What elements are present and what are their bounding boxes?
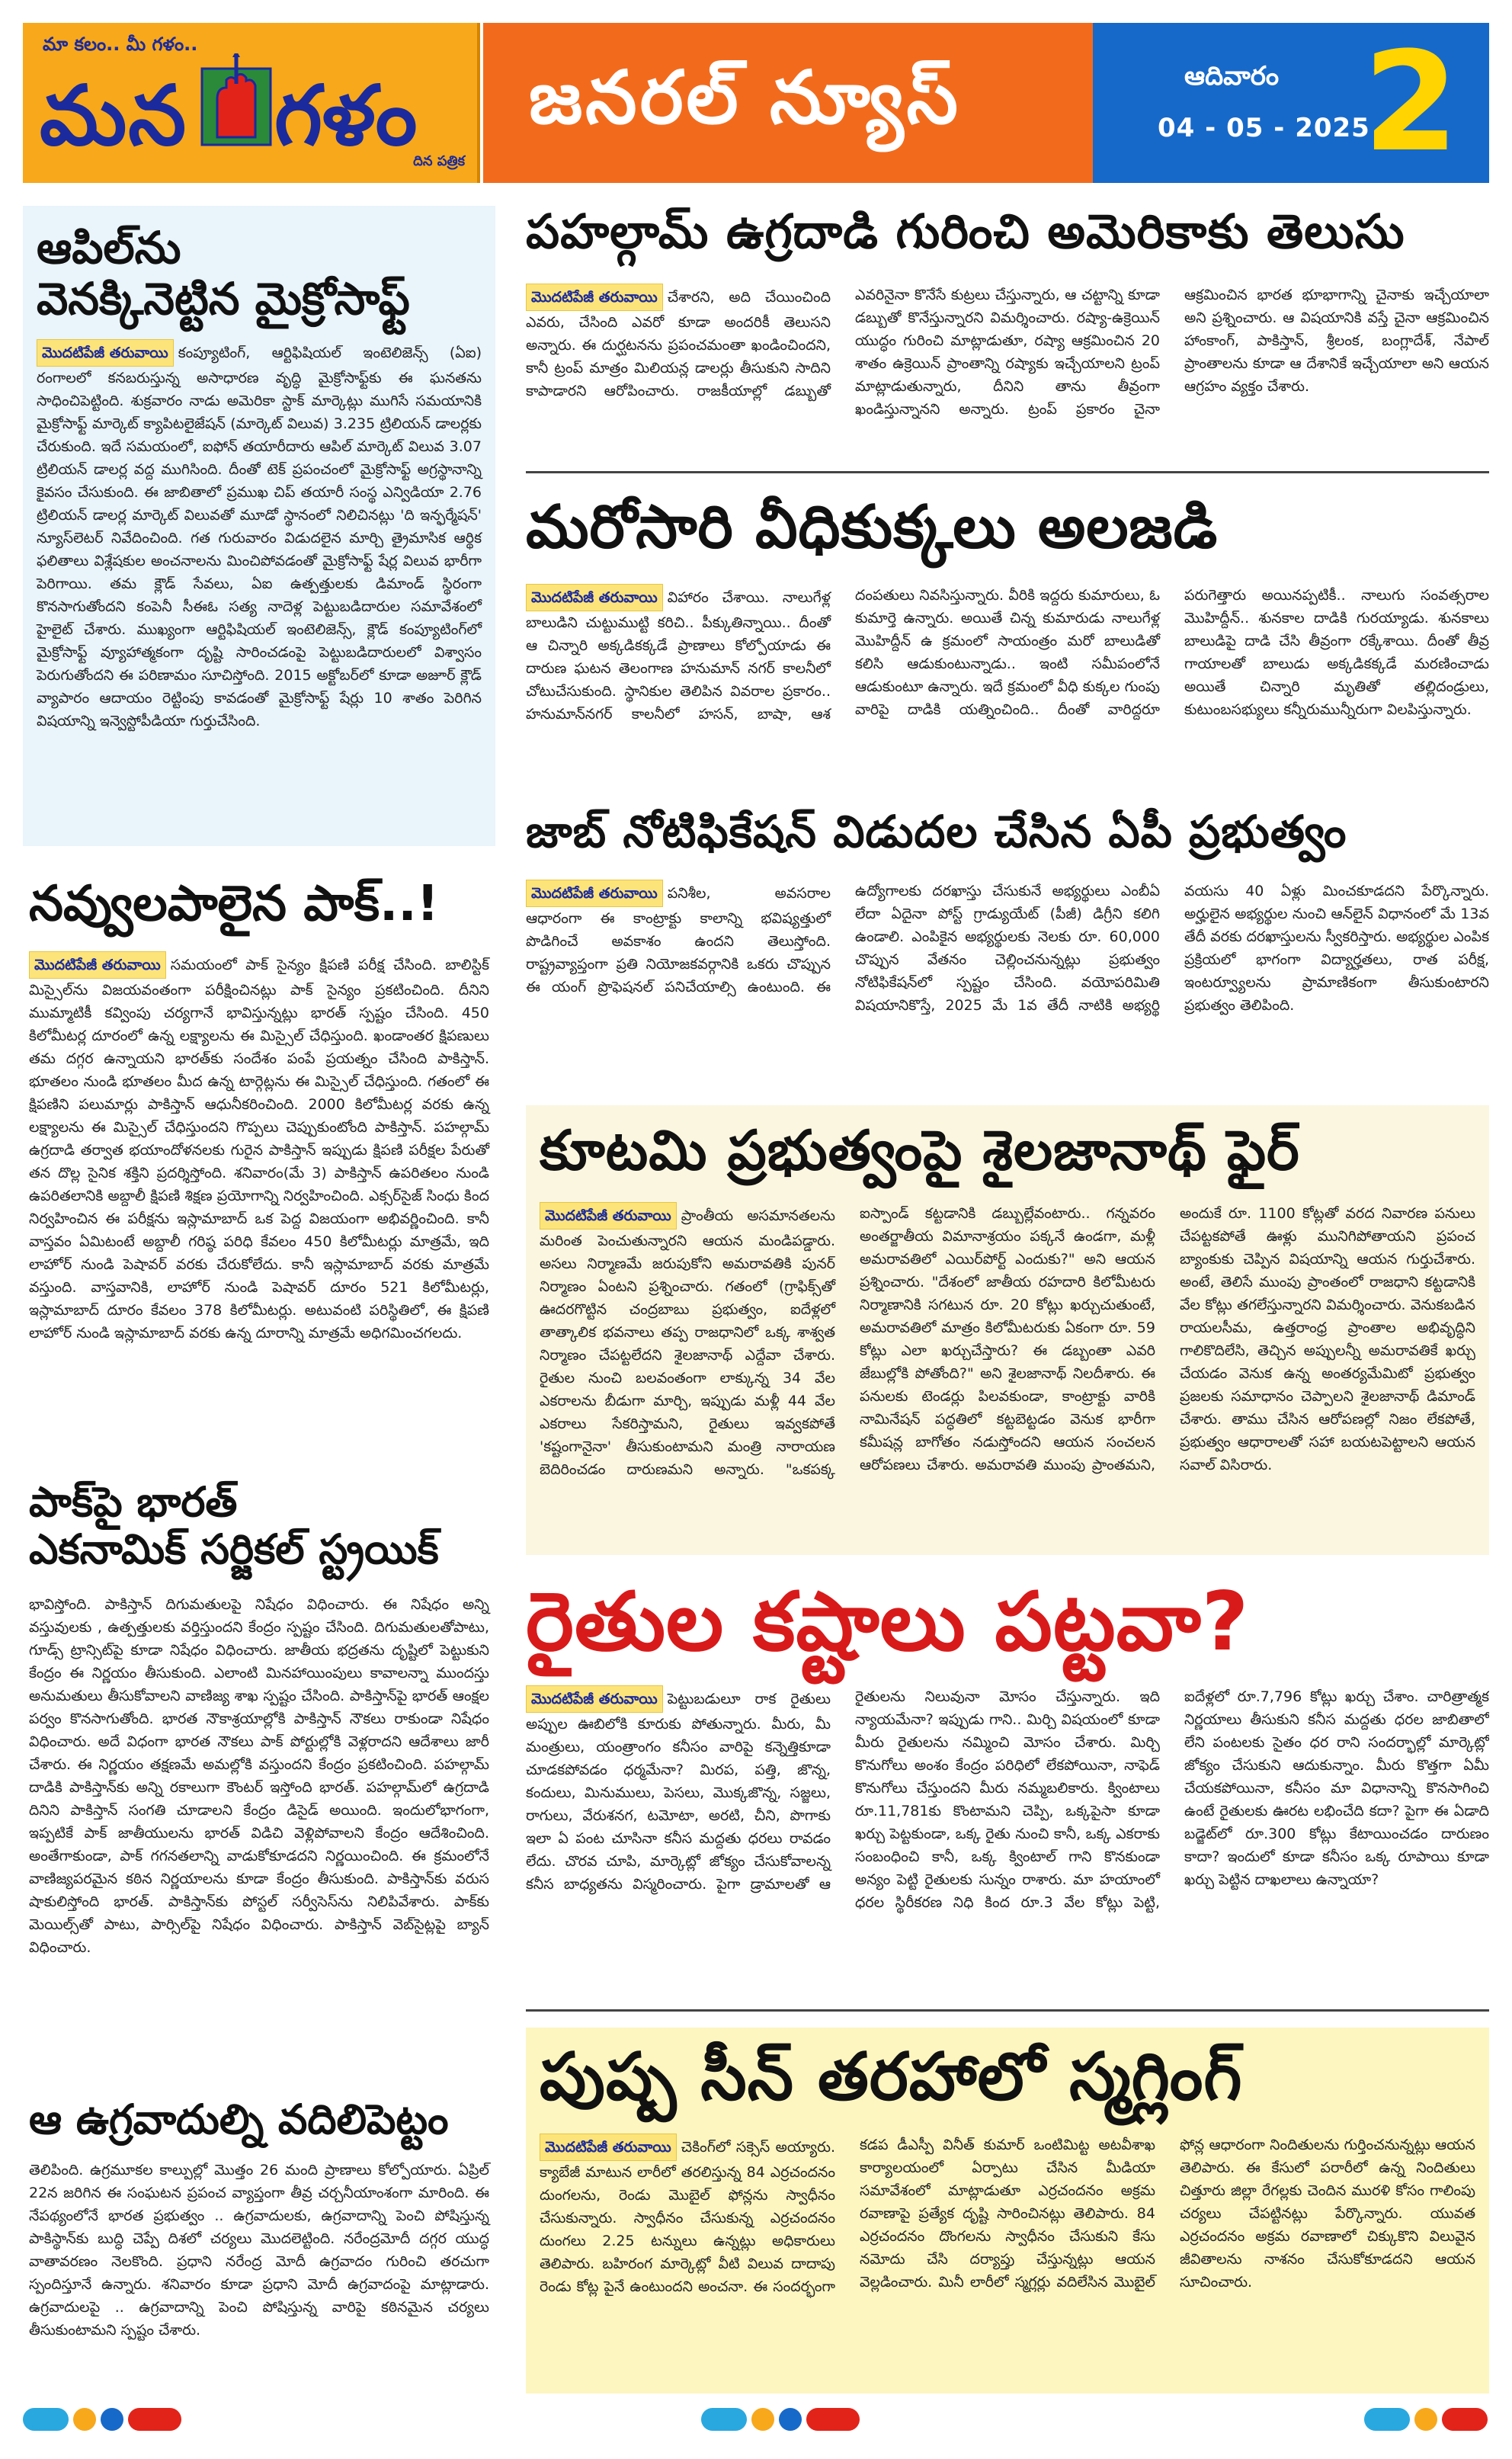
article-job-notification: [526, 808, 1489, 1090]
date-banner: [1093, 23, 1489, 183]
article-body: [37, 339, 482, 733]
day-label: ఆదివారం: [1184, 61, 1280, 91]
article-body: భావిస్తోంది. పాకిస్తాన్ దిగుమతులపై నిషేధం విధించారు. ఈ నిషేధం అన్ని వస్తువులకు , ఉత్పత్తులకు వర్తిస్తుందని కేంద్రం స్పష్టం చేసింది. దిగుమతులతోపాటు, గూడ్స్ ట్రాన్సిట్‌పై కూడా నిషేధం విధించారు. జాతీయ భద్రతను దృష్టిలో పెట్టుకుని కేంద్రం ఈ నిర్ణయం తీసుకుంది. ఎలాంటి మినహాయింపులు కావాలన్నా ముందస్తు అనుమతులు తీసుకోవాలని వాణిజ్య శాఖ స్పష్టం చేసింది. పాకిస్తాన్‌పై భారత్ ఆంక్షల పర్వం కొనసాగుతోంది. భారత నౌకాశ్రయాల్లోకి పాకిస్తాన్ నౌకలు రాకుండా నిషేధం విధించారు. అదే విధంగా భారత నౌకలు పాక్ పోర్టుల్లోకి వెళ్లరాదని ఆదేశాలు జారీ చేశారు. ఈ నిర్ణయం తక్షణమే అమల్లోకి వస్తుందని కేంద్రం ప్రకటించింది. పహల్గామ్ దాడికి పాకిస్తాన్‌కు అన్ని రకాలుగా కౌంటర్ ఇస్తోంది భారత్. పహల్గామ్‌లో ఉగ్రదాడి దినిని పాకిస్తాన్ సంగతి చూడాలని కేంద్రం డిసైడ్ అయింది. ఇందులోభాగంగా, ఇప్పటికే పాక్ జాతీయులను భారత్ విడిచి వెళ్లిపోవాలని కేంద్రం ఆదేశించింది. అంతేగాకుండా, పాక్ గగనతలాన్ని వాడుకోకూడదని నిర్ణయించింది. ఈ క్రమంలోనే వాణిజ్యపరమైన కఠిన నిర్ణయాలను కూడా కేంద్రం తీసుకుంది. పాకిస్తాన్‌కు వరుస షాకులిస్తోంది భారత్. పాకిస్తాన్‌కు పోస్టల్ సర్వీసెస్‌ను నిలిపివేశారు. పాక్‌కు మెయిల్స్‌తో పాటు, పార్సిల్‌పై నిషేధం విధించారు. పాకిస్తాన్ వెబ్‌సైట్లపై బ్యాన్ విధించారు.: [29, 1596, 489, 1957]
article-headline: [37, 223, 482, 324]
logo-word-galam: గళం: [274, 69, 418, 164]
logo-tagline: మా కలం.. మీ గళం..: [43, 34, 198, 55]
section-divider: [526, 2009, 1489, 2012]
article-body: [526, 584, 1489, 767]
continued-byline: మొదటిపేజీ తరువాయి: [540, 2134, 677, 2161]
article-body: [526, 284, 1489, 444]
continued-byline: మొదటిపేజీ తరువాయి: [526, 284, 663, 311]
logo-subtag: దిన పత్రిక: [413, 153, 465, 169]
headline-line-2: ఎకనామిక్ సర్జికల్ స్ట్రయిక్: [29, 1525, 439, 1574]
newspaper-logo: [23, 23, 480, 183]
article-headline: జాబ్ నోటిఫికేషన్ విడుదల చేసిన ఏపీ ప్రభుత్వం: [526, 806, 1347, 858]
article-text: పనిశీల, అవసరాల ఆధారంగా ఈ కాంట్రాక్టు కాలాన్ని భవిష్యత్తులో పొడిగించే అవకాశం ఉందని తెలుస్తోంది. రాష్ట్రవ్యాప్తంగా ప్రతి నియోజకవర్గానికి ఒకరు చొప్పున ఈ యంగ్ ప్రొఫెషనల్ పనిచేయాల్సి ఉంటుంది. ఈ ఉద్యోగాలకు దరఖాస్తు చేసుకునే అభ్యర్థులు ఎంబీఏ లేదా ఏదైనా పోస్ట్ గ్రాడ్యుయేట్ (పీజీ) డిగ్రీని కలిగి ఉండాలి. ఎంపికైన అభ్యర్థులకు నెలకు రూ. 60,000 చొప్పున వేతనం చెల్లించనున్నట్లు ప్రభుత్వం నోటిఫికేషన్‌లో స్పష్టం చేసింది. వయోపరిమితి విషయానికొస్తే, 2025 మే 1వ తేదీ నాటికి అభ్యర్థి వయసు 40 ఏళ్లు మించకూడదని పేర్కొన్నారు. అర్హులైన అభ్యర్థుల నుంచి ఆన్‌లైన్ విధానంలో మే 13వ తేదీ వరకు దరఖాస్తులను స్వీకరిస్తారు. అభ్యర్థుల ఎంపిక ప్రక్రియలో భాగంగా విద్యార్హతలు, రాత పరీక్ష, ఇంటర్వ్యూలను ప్రామాణికంగా తీసుకుంటారని ప్రభుత్వం తెలిపింది.: [526, 882, 1489, 1014]
headline-line-1: పాక్‌పై భారత్: [29, 1478, 238, 1526]
masthead: [23, 23, 1489, 183]
footer-decoration-center: [701, 2407, 860, 2432]
date-label: 04 - 05 - 2025: [1158, 113, 1370, 143]
article-text: పెట్టుబడులూ రాక రైతులు అప్పుల ఊబిలోకి కూరుకు పోతున్నారు. మీరు, మీ మంత్రులు, యంత్రాంగం కనీసం వారిపై కన్నెత్తికూడా చూడకపోవడం ధర్మమేనా? మిరప, పత్తి, జొన్న, కందులు, మినుములు, పెసలు, మొక్కజొన్న, సజ్జలు, రాగులు, వేరుశనగ, టమోటా, అరటి, చీని, పొగాకు ఇలా ఏ పంట చూసినా కనీస మద్దతు ధరలు రావడం లేదు. చొరవ చూపి, మార్కెట్లో జోక్యం చేసుకోవాలన్న కనీస బాధ్యతను విస్మరించారు. పైగా డ్రామాలతో ఆ రైతులను నిలువునా మోసం చేస్తున్నారు. ఇది న్యాయమేనా? ఇప్పుడు గాని.. మిర్చి విషయంలో కూడా మీరు రైతులను నమ్మించి మోసం చేశారు. మిర్చి కొనుగోలు అంశం కేంద్రం పరిధిలో లేకపోయినా, నాఫెడ్ కొనుగోలు చేస్తుందని మీరు నమ్మబలికారు. క్వింటాలు రూ.11,781కు కొంటామని చెప్పి, ఒక్కపైసా కూడా ఖర్చు పెట్టకుండా, ఒక్క రైతు నుంచి కానీ, ఒక్క ఎకరాకు సంబంధించి కానీ, ఒక్క క్వింటాల్ గాని కొనకుండా అన్యం పెట్టి రైతులకు సున్నం రాశారు. మా హయాంలో ధరల స్థిరీకరణ నిధి కింద రూ.3 వేల కోట్లు పెట్టి, ఐదేళ్లలో రూ.7,796 కోట్లు ఖర్చు చేశాం. చారిత్రాత్మక నిర్ణయాలు తీసుకుని కనీస మద్దతు ధరల జాబితాలో లేని పంటలకు సైతం ధర రాని సందర్భాల్లో మార్కెట్లో జోక్యం చేసుకుని ఆదుకున్నాం. మీరు కొత్తగా ఏమీ చేయకపోయినా, కనీసం మా విధానాన్ని కొనసాగించి ఉంటే రైతులకు ఊరట లభించేది కదా? పైగా ఈ ఏడాది బడ్జెట్‌లో రూ.300 కోట్లు కేటాయించడం దారుణం కాదా? ఇందులో కూడా కనీసం ఒక్క రూపాయి కూడా ఖర్చు పెట్టిన దాఖలాలు ఉన్నాయా?: [526, 1688, 1489, 1911]
article-farmers: [526, 1575, 1489, 1989]
fist-pen-emblem-icon: [194, 53, 278, 152]
section-divider: [526, 471, 1489, 473]
article-text: కంప్యూటింగ్, ఆర్టిఫిషియల్ ఇంటెలిజెన్స్ (ఏఐ) రంగాలలో కనబరుస్తున్న అసాధారణ వృద్ధి మైక్రోసాఫ్ట్‌కు ఈ ఘనతను సాధించిపెట్టింది. శుక్రవారం నాడు అమెరికా స్టాక్ మార్కెట్లు ముగిసే సమయానికి మైక్రోసాఫ్ట్ మార్కెట్ క్యాపిటలైజేషన్ (మార్కెట్ విలువ) 3.235 ట్రిలియన్ డాలర్లకు చేరుకుంది. ఇదే సమయంలో, ఐఫోన్ తయారీదారు ఆపిల్ మార్కెట్ విలువ 3.07 ట్రిలియన్ డాలర్ల వద్ద ముగిసింది. దీంతో టెక్ ప్రపంచంలో మైక్రోసాఫ్ట్ అగ్రస్థానాన్ని కైవసం చేసుకుంది. ఈ జాబితాలో ప్రముఖ చిప్ తయారీ సంస్థ ఎన్విడియా 2.76 ట్రిలియన్ డాలర్ల మార్కెట్ విలువతో మూడో స్థానంలో నిలిచినట్లు 'ది ఇన్ఫర్మేషన్' న్యూస్‌లెటర్ నివేదించింది. గత గురువారం విడుదలైన మార్చి త్రైమాసిక ఆర్థిక ఫలితాలు విశ్లేషకుల అంచనాలను మించిపోవడంతో మైక్రోసాఫ్ట్ షేర్ల విలువ భారీగా పెరిగాయి. తమ క్లౌడ్ సేవలు, ఏఐ ఉత్పత్తులకు డిమాండ్ స్థిరంగా కొనసాగుతోందని కంపెనీ సీఈఓ సత్య నాదెళ్ల పెట్టుబడిదారుల సమావేశంలో హైలైట్ చేశారు. ముఖ్యంగా ఆర్టిఫిషియల్ ఇంటెలిజెన్స్, క్లౌడ్ కంప్యూటింగ్‌లో మైక్రోసాఫ్ట్ వ్యూహాత్మకంగా దృష్టి సారించడంపై పెట్టుబడిదారులలో విశ్వాసం పెరుగుతోందని ఈ పరిణామం సూచిస్తోంది. 2015 అక్టోబర్‌లో కూడా అజూర్ క్లౌడ్ వ్యాపారం ఆదాయం రెట్టింపు కావడంతో మైక్రోసాఫ్ట్ షేర్లు 10 శాతం పెరిగిన విషయాన్ని ఇన్వెస్టోపీడియా గుర్తుచేసింది.: [37, 345, 482, 730]
article-headline: కూటమి ప్రభుత్వంపై శైలజానాథ్ ఫైర్: [540, 1118, 1300, 1182]
article-headline: మరోసారి వీధికుక్కలు అలజడి: [526, 493, 1219, 562]
continued-byline: మొదటిపేజీ తరువాయి: [29, 951, 166, 979]
article-text: సమయంలో పాక్ సైన్యం క్షిపణి పరీక్ష చేసింది. బాలిస్టిక్ మిస్సైల్‌ను విజయవంతంగా పరీక్షించినట్లు పాక్ సైన్యం ప్రకటించింది. దీనిని ముమ్మాటికీ కవ్వింపు చర్యగానే భావిస్తున్నట్లు భారత్ స్పష్టం చేసింది. 450 కిలోమీటర్ల దూరంలో ఉన్న లక్ష్యాలను ఈ మిస్సైల్ చేధిస్తుంది. ఖండాంతర క్షిపణులు తమ దగ్గర ఉన్నాయని భారత్‌కు సందేశం పంపే ప్రయత్నం చేసింది పాకిస్తాన్. భూతలం నుండి భూతలం మీద ఉన్న టార్గెట్లను ఈ మిస్సైల్ చేధిస్తుంది. గతంలో ఈ క్షిపణిని పలుమార్లు పాకిస్తాన్ ఆధునీకరించింది. 2000 కిలోమీటర్ల వరకు ఉన్న లక్ష్యాలను ఈ మిస్సైల్ చేధిస్తుందని గొప్పలు చెప్పుకుంటోంది పాకిస్తాన్. పహల్గామ్ ఉగ్రదాడి తర్వాత భయాందోళనలకు గురైన పాకిస్తాన్ ఇప్పుడు క్షిపణి పరీక్షల పేరుతో తన దొల్ల సైనిక శక్తిని ప్రదర్శిస్తోంది. శనివారం(మే 3) పాకిస్తాన్ ఉపరితలం నుండి ఉపరితలానికి అబ్దాలీ క్షిపణి శిక్షణ ప్రయోగాన్ని నిర్వహించింది. ఎక్సర్‌సైజ్ సింధు కింద నిర్వహించిన ఈ పరీక్షను ఇస్లామాబాద్ ఒక పెద్ద విజయంగా అభివర్ణించింది. కానీ వాస్తవం ఏమిటంటే అబ్దాలీ గరిష్ఠ పరిధి కేవలం 450 కిలోమీటర్లు మాత్రమే, ఇది లాహోర్ నుండి పెషావర్ వరకు చేరుకోలేదు. కానీ ఇస్లామాబాద్ వరకు మాత్రమే వస్తుంది. వాస్తవానికి, లాహోర్ నుండి పెషావర్ దూరం 521 కిలోమీటర్లు, ఇస్లామాబాద్ దూరం కేవలం 378 కిలోమీటర్లు. అటువంటి పరిస్థితిలో, ఈ క్షిపణి లాహోర్ నుండి ఇస్లామాబాద్ వరకు ఉన్న దూరాన్ని మాత్రమే అధిగమించగలదు.: [29, 956, 489, 1342]
continued-byline: మొదటిపేజీ తరువాయి: [37, 339, 174, 367]
footer-decoration-right: [1364, 2407, 1488, 2432]
article-body: [526, 880, 1489, 1063]
article-pahalgam-america: [526, 206, 1489, 465]
continued-byline: మొదటిపేజీ తరువాయి: [526, 1685, 663, 1713]
section-banner: [483, 23, 1093, 183]
article-body: [540, 2134, 1475, 2362]
footer-decoration-left: [23, 2407, 181, 2432]
logo-word-mana: మన: [40, 69, 188, 164]
article-headline: [29, 1479, 489, 1573]
article-headline: పుష్ప సీన్ తరహాలో స్మగ్లింగ్: [540, 2039, 1243, 2115]
continued-byline: మొదటిపేజీ తరువాయి: [526, 880, 663, 907]
article-body: [540, 1202, 1475, 1522]
continued-byline: మొదటిపేజీ తరువాయి: [540, 1202, 677, 1230]
article-text: చేశారని, అది చేయించింది ఎవరు, చేసింది ఎవరో కూడా అందరికీ తెలుసని అన్నారు. ఈ దుర్ఘటనను ప్రపంచమంతా ఖండించిందని, కానీ ట్రంప్ మాత్రం మిలియన్ల డాలర్లు తీసుకుని సాదిని కాపాడారని ఆరోపించారు. రాజకీయాల్లో డబ్బుతో ఎవరినైనా కొనేసే కుట్రలు చేస్తున్నారు, ఆ చట్టాన్ని కూడా డబ్బుతో కొనేస్తున్నారని విమర్శించారు. రష్యా-ఉక్రెయిన్ యుద్ధం గురించి మాట్లాడుతూ, రష్యా ఆక్రమించిన 20 శాతం ఉక్రెయిన్ ప్రాంతాన్ని రష్యాకు ఇచ్చేయాలని ట్రంప్ మాట్లాడుతున్నారు, దీనిని తాను తీవ్రంగా ఖండిస్తున్నానని అన్నారు. ట్రంప్ ప్రకారం చైనా ఆక్రమించిన భారత భూభాగాన్ని చైనాకు ఇచ్చేయాలా అని ప్రశ్నించారు. ఆ విషయానికి వస్తే చైనా ఆక్రమించిన హాంకాంగ్, పాకిస్తాన్, శ్రీలంక, బంగ్లాదేశ్, నేపాల్ ప్రాంతాలను కూడా ఆ దేశానికే ఇచ్చేయాలా అని ఆయన ఆగ్రహం వ్యక్తం చేశారు.: [526, 287, 1489, 418]
article-body: తెలిపింది. ఉగ్రమూకల కాల్పుల్లో మొత్తం 26 మంది ప్రాణాలు కోల్పోయారు. ఏప్రిల్ 22న జరిగిన ఈ సంఘటన ప్రపంచ వ్యాప్తంగా తీవ్ర చర్చనీయాంశంగా మారింది. ఈ నేపథ్యంలోనే భారత ప్రభుత్వం .. ఉగ్రవాదులకు, ఉగ్రవాదాన్ని పెంచి పోషిస్తున్న పాకిస్థాన్‌కు బుద్ధి చెప్పే దిశలో చర్యలు మొదలెట్టింది. నరేంద్రమోదీ దగ్గర యుద్ధ వాతావరణం నెలకొంది. ప్రధాని నరేంద్ర మోదీ ఉగ్రవాదం గురించి తరచుగా స్పందిస్తూనే ఉన్నారు. శనివారం కూడా ప్రధాని మోదీ ఉగ్రవాదంపై మాట్లాడారు. ఉగ్రవాదులపై .. ఉగ్రవాదాన్ని పెంచి పోషిస్తున్న వారిపై కఠినమైన చర్యలు తీసుకుంటామని స్పష్టం చేశారు.: [29, 2162, 489, 2339]
article-text: ప్రాంతీయ అసమానతలను మరింత పెంచుతున్నారని ఆయన మండిపడ్డారు. అసలు నిర్మాణమే జరుపుకోని అమరావతికి పునర్ నిర్మాణం ఏంటని ప్రశ్నించారు. గతంలో (గ్రాఫిక్స్‌తో ఊదరగొట్టిన చంద్రబాబు ప్రభుత్వం, ఐదేళ్లలో తాత్కాలిక భవనాలు తప్ప రాజధానిలో ఒక్క శాశ్వత నిర్మాణం చేపట్టలేదని శైలజానాథ్ ఎద్దేవా చేశారు. రైతుల నుంచి బలవంతంగా లాక్కున్న 34 వేల ఎకరాలను బీడుగా మార్చి, ఇప్పుడు మళ్లీ 44 వేల ఎకరాలు సేకరిస్తామని, రైతులు ఇవ్వకపోతే 'కష్టంగానైనా' తీసుకుంటామని మంత్రి నారాయణ బెదిరించడం దారుణమని అన్నారు. "ఒకపక్క ఐస్పాండ్ కట్టడానికి డబ్బుల్లేవంటారు.. గన్నవరం అంతర్జాతీయ విమానాశ్రయం పక్కనే ఉండగా, మళ్లీ అమరావతిలో ఎయిర్‌పోర్ట్ ఎందుకు?" అని ఆయన ప్రశ్నించారు. "దేశంలో జాతీయ రహదారి కిలోమీటరు నిర్మాణానికి సగటున రూ. 20 కోట్లు ఖర్చుచుతుంటే, అమరావతిలో మాత్రం కిలోమీటరుకు ఏకంగా రూ. 59 కోట్లు ఎలా ఖర్చుచేస్తారు? ఈ డబ్బంతా ఎవరి జేబుల్లోకి పోతోంది?" అని శైలజానాథ్ నిలదీశారు. ఈ పనులకు టెండర్లు పిలవకుండా, కాంట్రాక్టు వారికి నామినేషన్ పద్ధతిలో కట్టబెట్టడం వెనుక భారీగా కమీషన్ల బాగోతం నడుస్తోందని ఆయన సంచలన ఆరోపణలు చేశారు. అమరావతి ముంపు ప్రాంతమని, అందుకే రూ. 1100 కోట్లతో వరద నివారణ పనులు చేపట్టకపోతే ఊళ్లు మునిగిపోతాయని ప్రపంచ బ్యాంకుకు చెప్పిన విషయాన్ని ఆయన గుర్తుచేశారు. అంటే, తెలిసే ముంపు ప్రాంతంలో రాజధాని కట్టడానికి వేల కోట్లు తగలేస్తున్నారని విమర్శించారు. వెనుకబడిన రాయలసీమ, ఉత్తరాంధ్ర ప్రాంతాల అభివృద్ధిని గాలికొదిలేసి, తెచ్చిన అప్పులన్నీ అమరావతికే ఖర్చు చేయడం వెనుక ఉన్న అంతర్యమేమిటో ప్రభుత్వం ప్రజలకు సమాధానం చెప్పాలని శైలజానాథ్ డిమాండ్ చేశారు. తాము చేసిన ఆరోపణల్లో నిజం లేకపోతే, ప్రభుత్వం ఆధారాలతో సహా బయటపెట్టాలని ఆయన సవాల్ విసిరారు.: [540, 1205, 1475, 1479]
article-text: విహారం చేశాయి. నాలుగేళ్ల బాలుడిని చుట్టుముట్టి కరిచి.. పీక్కుతిన్నాయి.. దీంతో ఆ చిన్నారి అక్కడికక్కడే ప్రాణాలు కోల్పోయాడు ఈ దారుణ ఘటన తెలంగాణ హనుమాన్ నగర్ కాలనీలో చోటుచేసుకుంది. స్థానికుల తెలిపిన వివరాల ప్రకారం.. హనుమాన్‌నగర్ కాలనీలో హసన్, బాషా, ఆశ దంపతులు నివసిస్తున్నారు. వీరికి ఇద్దరు కుమారులు, ఓ కుమార్తె ఉన్నారు. అయితే చిన్న కుమారుడు నాలుగేళ్ల మొహిద్దీన్ ఉ క్రమంలో సాయంత్రం మరో బాలుడితో కలిసి ఆడుకుంటున్నాడు.. ఇంటి సమీపంలోనే ఆడుకుంటూ ఉన్నారు. ఇదే క్రమంలో వీధి కుక్కల గుంపు వారిపై దాడికి యత్నించింది.. దీంతో వారిద్దరూ పరుగెత్తారు అయినప్పటికీ.. నాలుగు సంవత్సరాల మొహిద్దీన్.. శునకాల దాడికి గురయ్యాడు. శునకాలు బాలుడిపై దాడి చేసి తీవ్రంగా రక్కేశాయి. దీంతో తీవ్ర గాయాలతో బాలుడు అక్కడికక్కడే మరణించాడు అయితే చిన్నారి మృతితో తల్లిదండ్రులు, కుటుంబసభ్యులు కన్నీరుమున్నీరుగా విలపిస్తున్నారు.: [526, 586, 1489, 723]
section-title: జనరల్ న్యూస్: [529, 55, 961, 140]
article-economic-strike: [23, 1471, 495, 2066]
article-body: [526, 1685, 1489, 1960]
article-pushpa-smuggling: [526, 2028, 1489, 2393]
article-terrorists: [23, 2089, 495, 2393]
continued-byline: మొదటిపేజీ తరువాయి: [526, 584, 663, 611]
article-street-dogs: [526, 495, 1489, 785]
article-body: [29, 951, 489, 1345]
article-headline: రైతుల కష్టాలు పట్టవా?: [526, 1575, 1250, 1669]
article-microsoft: [23, 206, 495, 846]
headline-line-1: ఆపిల్‌ను: [37, 222, 181, 274]
article-pak-missile: [23, 869, 495, 1448]
article-headline: నవ్వులపాలైన పాక్..!: [29, 876, 439, 932]
page-number: 2: [1363, 23, 1459, 182]
article-sailajanath: [526, 1105, 1489, 1555]
article-headline: ఆ ఉగ్రవాదుల్ని వదిలిపెట్టం: [29, 2095, 449, 2143]
headline-line-2: వెనక్కినెట్టిన మైక్రోసాఫ్ట్: [37, 272, 410, 325]
article-headline: పహల్గామ్ ఉగ్రదాడి గురించి అమెరికాకు తెలుసు: [526, 204, 1405, 259]
article-text: చెకింగ్‌లో సక్సెస్ అయ్యారు. క్యాబేజీ మాటున లారీలో తరలిస్తున్న 84 ఎర్రచందనం దుంగలను, రెండు మొబైల్ ఫోన్లను స్వాధీనం చేసుకున్నారు. స్వాధీనం చేసుకున్న ఎర్రచందనం దుంగలు 2.25 టన్నులు ఉన్నట్లు అధికారులు తెలిపారు. బహిరంగ మార్కెట్లో వీటి విలువ దాదాపు రెండు కోట్ల పైనే ఉంటుందని అంచనా. ఈ సందర్భంగా కడప డీఎస్పీ వినీత్ కుమార్ ఒంటిమిట్ట అటవీశాఖ కార్యాలయంలో ఏర్పాటు చేసిన మీడియా సమావేశంలో మాట్లాడుతూ ఎర్రచందనం అక్రమ రవాణాపై ప్రత్యేక దృష్టి సారించినట్లు తెలిపారు. 84 ఎర్రచందనం దొంగలను స్వాధీనం చేసుకుని కేసు నమోదు చేసి దర్యాప్తు చేస్తున్నట్లు ఆయన వెల్లడించారు. మినీ లారీలో స్మగ్లర్లు వదిలేసిన మొబైల్ ఫోన్ల ఆధారంగా నిందితులను గుర్తించనున్నట్లు ఆయన తెలిపారు. ఈ కేసులో పరారీలో ఉన్న నిందితులు చిత్తూరు జిల్లా రేగల్లకు చెందిన మురళి కోసం గాలింపు చర్యలు చేపట్టినట్లు పేర్కొన్నారు. యువత ఎర్రచందనం అక్రమ రవాణాలో చిక్కుకొని విలువైన జీవితాలను నాశనం చేసుకోకూడదని ఆయన సూచించారు.: [540, 2136, 1475, 2295]
